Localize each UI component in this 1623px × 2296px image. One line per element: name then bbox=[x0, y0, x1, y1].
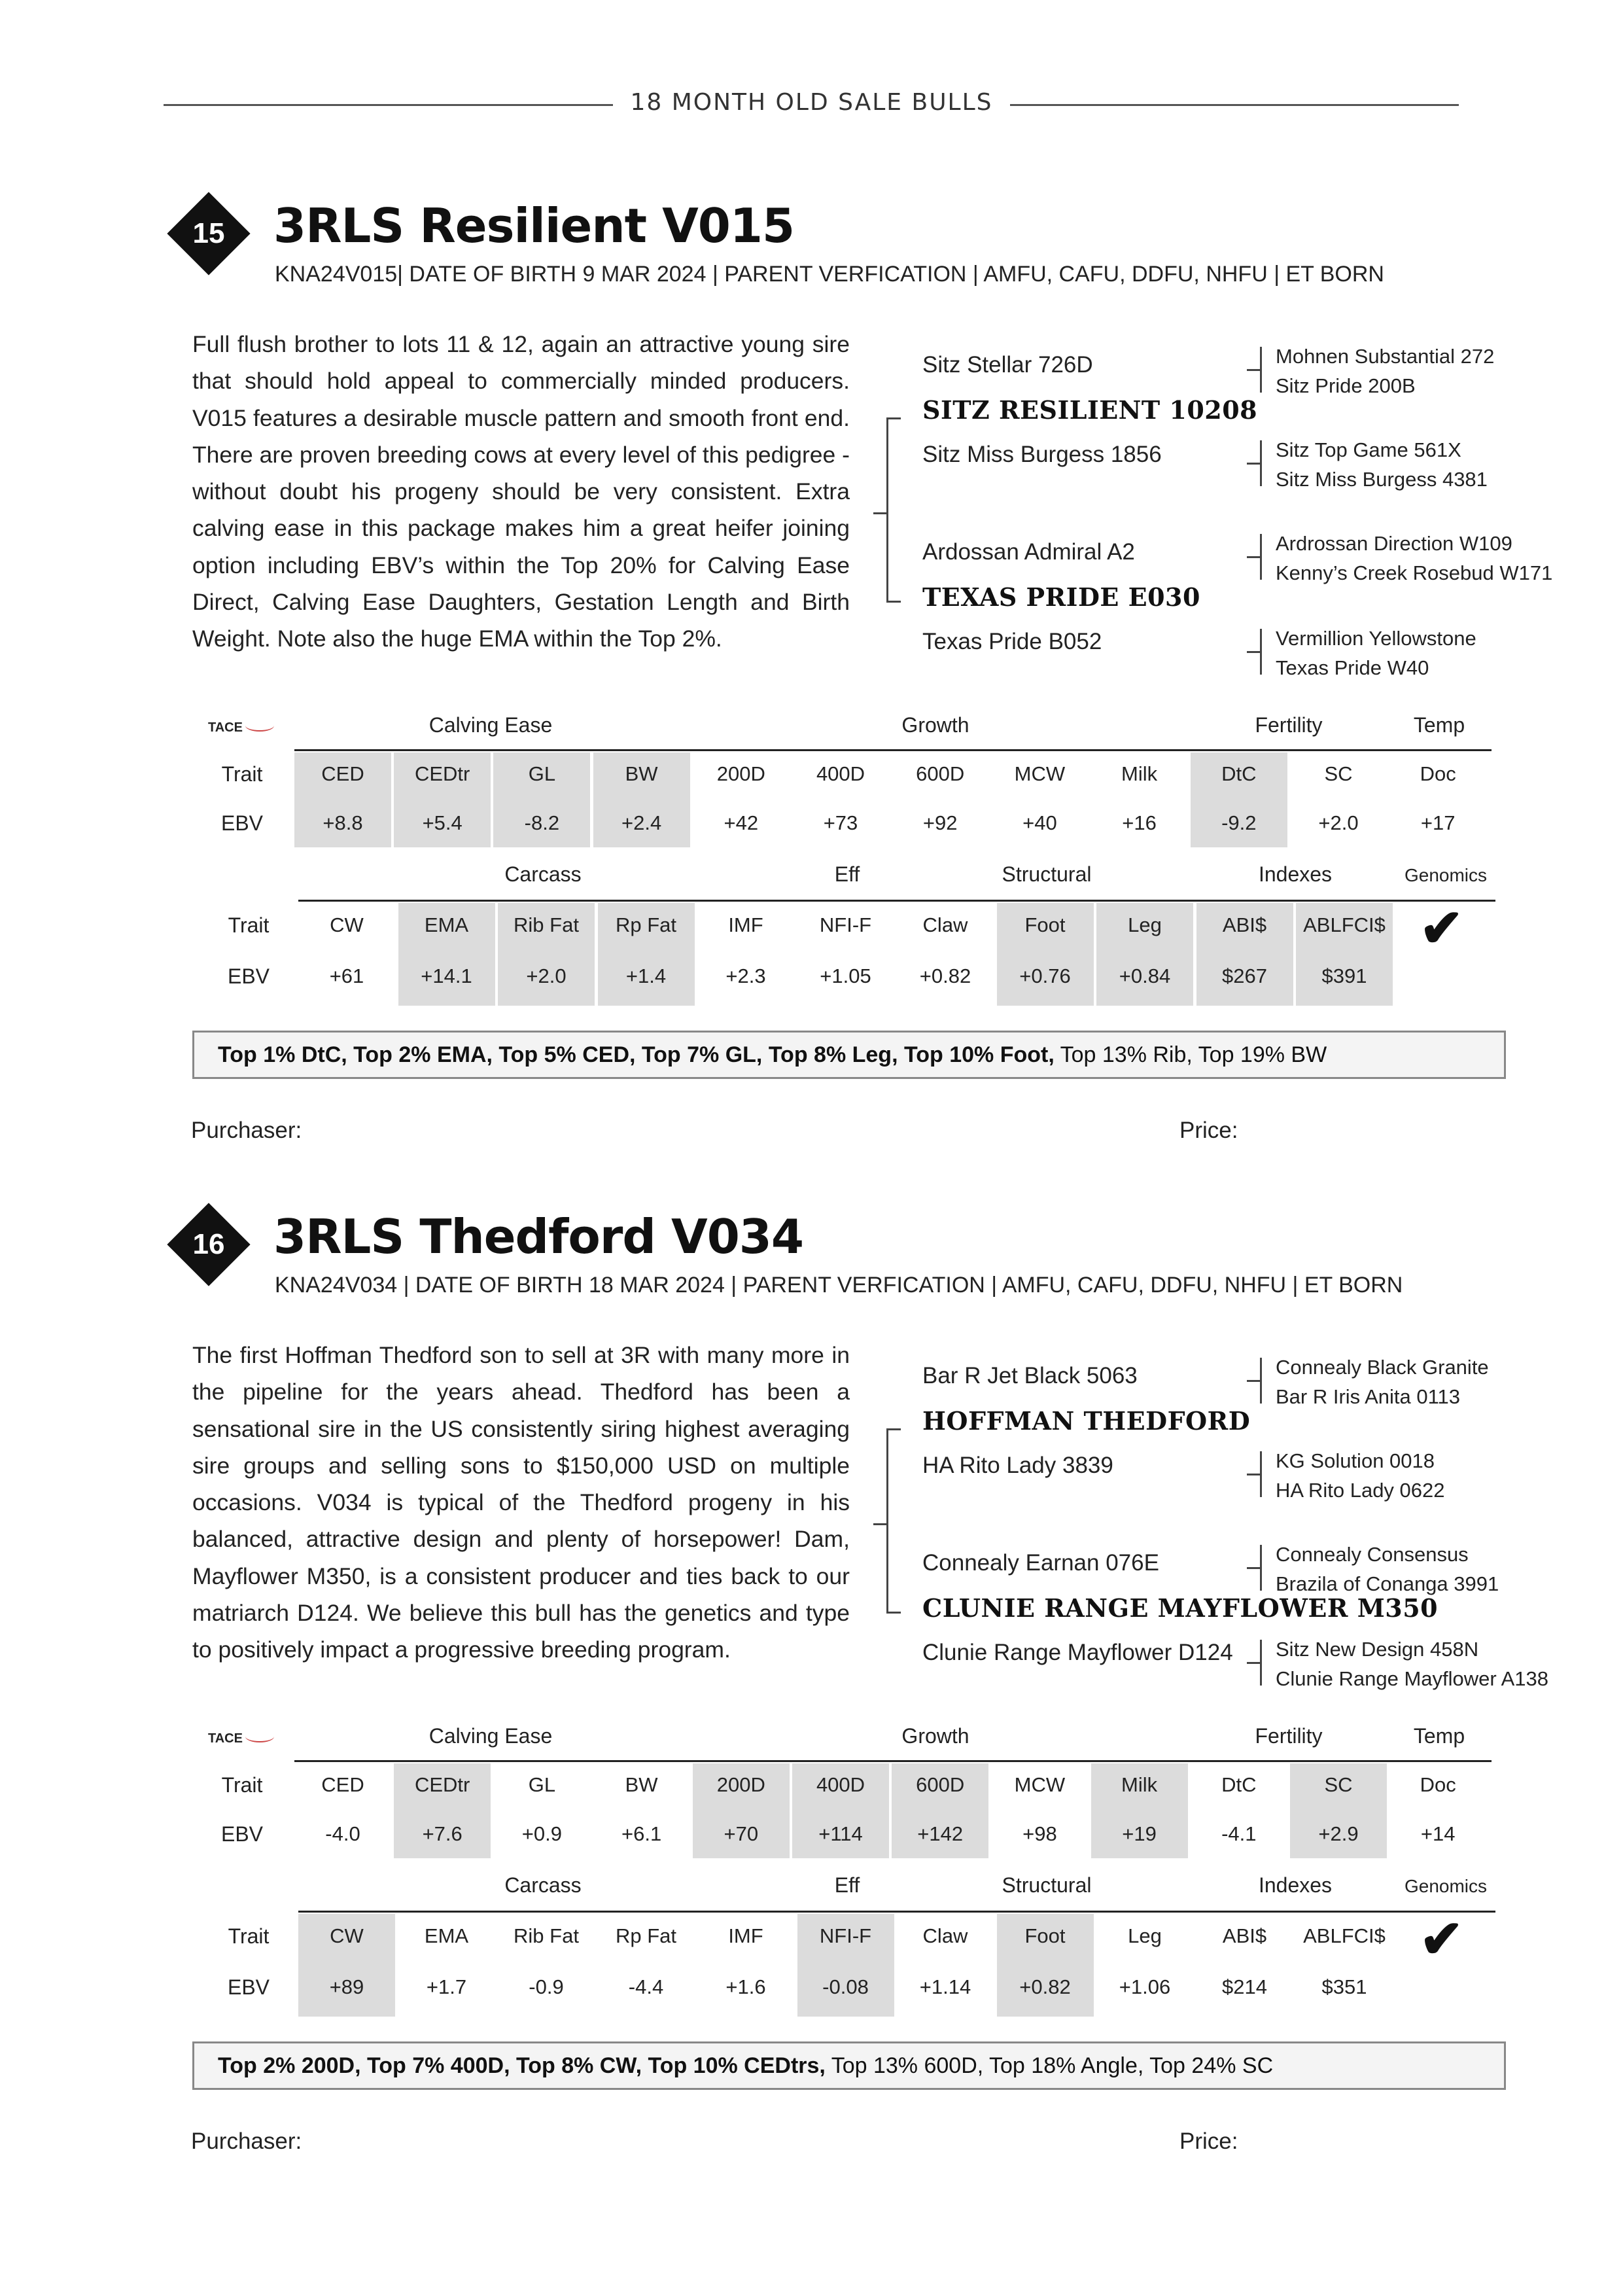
tace-logo-text: TACE bbox=[208, 720, 243, 735]
top-percentile-bold: Top 1% DtC, Top 2% EMA, Top 5% CED, Top 7% GL, Top 8% Leg, Top 10% Foot, bbox=[218, 1042, 1055, 1067]
top-percentile-text bbox=[218, 2053, 1273, 2079]
trait-name: CW bbox=[330, 913, 364, 936]
tace-logo-text: TACE bbox=[208, 1731, 243, 1746]
pedigree-dam-dam: Texas Pride B052 bbox=[922, 629, 1102, 654]
pedigree-grandparent: Sitz New Design 458N bbox=[1276, 1638, 1479, 1661]
ebv-value: -4.4 bbox=[628, 1975, 664, 1998]
trait-name: IMF bbox=[728, 1924, 763, 1947]
trait-name: Milk bbox=[1121, 762, 1158, 785]
pedigree-bracket bbox=[886, 417, 888, 603]
trait-name: CED bbox=[321, 762, 364, 785]
pedigree-grandparent: Clunie Range Mayflower A138 bbox=[1276, 1667, 1549, 1690]
group-fertility: Fertility bbox=[1255, 1724, 1323, 1748]
ebv-value: +7.6 bbox=[422, 1822, 462, 1845]
pedigree-grandparent: Connealy Black Granite bbox=[1276, 1356, 1489, 1379]
trait-name: Leg bbox=[1128, 1924, 1162, 1947]
group-genomics: Genomics bbox=[1404, 1876, 1488, 1896]
bull-name: 3RLS Thedford V034 bbox=[273, 1209, 803, 1264]
bull-description: The first Hoffman Thedford son to sell at 3R with many more in the pipeline for the years ahead. Thedford has been a sensational sire in the US consistently siring highest averaging sire groups and selling sons to $150,000 USD on multiple occasions. V034 is typical of the Thedford progeny in his balanced, attractive design and plenty of horsepower! Dam, Mayflower M350, is a consistent producer and ties back to our matriarch D124. We believe this bull has the genetics and type to positively impact a progressive breeding program. bbox=[192, 1342, 850, 1663]
ebv-value: +61 bbox=[329, 964, 364, 987]
ebv-value: +1.7 bbox=[426, 1975, 467, 1998]
ebv-value: -0.08 bbox=[822, 1975, 869, 1998]
tace-logo-icon bbox=[208, 720, 274, 735]
price-label: Price: bbox=[1179, 2128, 1238, 2154]
ebv-value: +98 bbox=[1022, 1822, 1057, 1845]
group-rule bbox=[298, 1911, 1495, 1913]
trait-name: Claw bbox=[922, 913, 968, 936]
trait-name: Rp Fat bbox=[615, 913, 677, 936]
trait-name: IMF bbox=[728, 913, 763, 936]
group-temp: Temp bbox=[1413, 713, 1465, 737]
trait-label: Trait bbox=[228, 1924, 270, 1948]
purchaser-label: Purchaser: bbox=[191, 1118, 302, 1143]
ebv-label: EBV bbox=[220, 811, 264, 835]
trait-name: ABI$ bbox=[1222, 913, 1267, 936]
ebv-value: +89 bbox=[329, 1975, 364, 1998]
ebv-value: +42 bbox=[724, 811, 759, 834]
bull-details: KNA24V015| DATE OF BIRTH 9 MAR 2024 | PARENT VERFICATION | AMFU, CAFU, DDFU, NHFU | ET BORN bbox=[275, 262, 1384, 287]
ebv-value: +0.82 bbox=[919, 964, 971, 987]
trait-name: NFI-F bbox=[819, 1924, 872, 1947]
ebv-value: $267 bbox=[1222, 964, 1267, 987]
ebv-value: -4.1 bbox=[1221, 1822, 1257, 1845]
pedigree-sire-dam: HA Rito Lady 3839 bbox=[922, 1453, 1113, 1478]
purchaser-label: Purchaser: bbox=[191, 2128, 302, 2154]
trait-name: SC bbox=[1324, 762, 1353, 785]
trait-name: BW bbox=[625, 762, 658, 785]
pedigree-dam-dam: Clunie Range Mayflower D124 bbox=[922, 1640, 1233, 1665]
group-genomics: Genomics bbox=[1404, 865, 1488, 885]
ebv-label: EBV bbox=[220, 1822, 264, 1846]
ebv-value: $214 bbox=[1222, 1975, 1267, 1998]
trait-name: ABLFCI$ bbox=[1303, 913, 1386, 936]
ebv-label: EBV bbox=[227, 964, 270, 988]
trait-name: GL bbox=[528, 1773, 556, 1796]
ebv-value: +0.82 bbox=[1019, 1975, 1071, 1998]
trait-name: Rib Fat bbox=[514, 1924, 579, 1947]
trait-name: NFI-F bbox=[819, 913, 872, 936]
ebv-value: +2.0 bbox=[1318, 811, 1359, 834]
trait-name: MCW bbox=[1014, 762, 1066, 785]
ebv-value: +142 bbox=[917, 1822, 964, 1845]
ebv-value: +2.3 bbox=[725, 964, 766, 987]
group-structural: Structural bbox=[1002, 862, 1092, 886]
ebv-value: +5.4 bbox=[422, 811, 462, 834]
pedigree-bracket bbox=[1247, 556, 1261, 558]
trait-name: ABLFCI$ bbox=[1303, 1924, 1386, 1947]
ebv-value: +70 bbox=[724, 1822, 759, 1845]
pedigree-grandparent: Vermillion Yellowstone bbox=[1276, 627, 1476, 650]
ebv-value: +1.14 bbox=[919, 1975, 971, 1998]
ebv-value: -4.0 bbox=[325, 1822, 360, 1845]
top-percentile-box bbox=[192, 2041, 1506, 2090]
bull-details: KNA24V034 | DATE OF BIRTH 18 MAR 2024 | PARENT VERFICATION | AMFU, CAFU, DDFU, NHFU | ET BORN bbox=[275, 1273, 1403, 1298]
group-carcass: Carcass bbox=[504, 862, 582, 886]
ebv-value: +2.9 bbox=[1318, 1822, 1359, 1845]
ebv-value: +16 bbox=[1122, 811, 1157, 834]
trait-name: SC bbox=[1324, 1773, 1353, 1796]
trait-name: EMA bbox=[424, 1924, 469, 1947]
pedigree-bracket bbox=[886, 417, 901, 419]
trait-label: Trait bbox=[221, 762, 263, 786]
pedigree-dam: CLUNIE RANGE MAYFLOWER M350 bbox=[922, 1593, 1439, 1623]
group-indexes: Indexes bbox=[1258, 1873, 1333, 1897]
group-fertility: Fertility bbox=[1255, 713, 1323, 737]
top-percentile-regular: Top 13% Rib, Top 19% BW bbox=[1054, 1042, 1327, 1067]
tace-logo-icon bbox=[208, 1731, 274, 1746]
pedigree-bracket bbox=[886, 1428, 888, 1614]
trait-name: CW bbox=[330, 1924, 364, 1947]
trait-name: 600D bbox=[916, 1773, 965, 1796]
pedigree-bracket bbox=[1247, 369, 1261, 371]
pedigree-grandparent: Ardrossan Direction W109 bbox=[1276, 532, 1512, 555]
pedigree-bracket bbox=[886, 1428, 901, 1430]
trait-name: Rib Fat bbox=[514, 913, 579, 936]
trait-name: 200D bbox=[716, 1773, 765, 1796]
lot-section bbox=[0, 1011, 1623, 2189]
ebv-value: +2.0 bbox=[526, 964, 567, 987]
ebv-value: +0.9 bbox=[521, 1822, 562, 1845]
pedigree-grandparent: Sitz Top Game 561X bbox=[1276, 438, 1461, 461]
pedigree-grandparent: Bar R Iris Anita 0113 bbox=[1276, 1385, 1461, 1408]
ebv-value: $391 bbox=[1321, 964, 1367, 987]
pedigree-bracket bbox=[1247, 1567, 1261, 1569]
pedigree-dam-sire: Connealy Earnan 076E bbox=[922, 1550, 1159, 1576]
ebv-value: +14 bbox=[1420, 1822, 1456, 1845]
pedigree-grandparent: Mohnen Substantial 272 bbox=[1276, 345, 1495, 368]
pedigree-grandparent: Kenny’s Creek Rosebud W171 bbox=[1276, 561, 1553, 584]
pedigree-dam-sire: Ardossan Admiral A2 bbox=[922, 539, 1135, 565]
ebv-value: +2.4 bbox=[621, 811, 662, 834]
lot-number-badge bbox=[167, 1203, 251, 1286]
trait-name: CED bbox=[321, 1773, 364, 1796]
pedigree-sire: SITZ RESILIENT 10208 bbox=[922, 395, 1258, 425]
trait-name: Milk bbox=[1121, 1773, 1158, 1796]
ebv-label: EBV bbox=[227, 1975, 270, 1999]
pedigree-bracket bbox=[886, 601, 901, 603]
pedigree-bracket bbox=[1247, 1380, 1261, 1382]
ebv-value: -9.2 bbox=[1221, 811, 1257, 834]
pedigree-grandparent: Texas Pride W40 bbox=[1276, 656, 1429, 679]
group-eff: Eff bbox=[834, 862, 860, 886]
bull-name: 3RLS Resilient V015 bbox=[273, 198, 795, 253]
trait-name: 600D bbox=[916, 762, 965, 785]
trait-name: Foot bbox=[1024, 1924, 1066, 1947]
pedigree-sire-sire: Bar R Jet Black 5063 bbox=[922, 1363, 1138, 1388]
trait-name: Doc bbox=[1420, 1773, 1456, 1796]
genomics-checkmark-icon: ✔ bbox=[1420, 899, 1464, 957]
lot-number: 15 bbox=[192, 217, 225, 249]
pedigree-sire: HOFFMAN THEDFORD bbox=[922, 1406, 1251, 1436]
ebv-value: +92 bbox=[922, 811, 958, 834]
lot-number-badge bbox=[167, 192, 251, 275]
trait-name: Doc bbox=[1420, 762, 1456, 785]
ebv-value: $351 bbox=[1321, 1975, 1367, 1998]
pedigree-bracket bbox=[1247, 1662, 1261, 1664]
trait-name: BW bbox=[625, 1773, 658, 1796]
genomics-checkmark-icon: ✔ bbox=[1420, 1910, 1464, 1968]
trait-name: 400D bbox=[816, 1773, 865, 1796]
price-label: Price: bbox=[1179, 1118, 1238, 1143]
trait-name: Foot bbox=[1024, 913, 1066, 936]
ebv-value: +14.1 bbox=[421, 964, 472, 987]
pedigree-bracket bbox=[873, 512, 888, 514]
ebv-value: +0.84 bbox=[1119, 964, 1171, 987]
group-rule bbox=[294, 749, 1492, 751]
pedigree-bracket bbox=[1247, 463, 1261, 465]
top-percentile-bold: Top 2% 200D, Top 7% 400D, Top 8% CW, Top 10% CEDtrs, bbox=[218, 2053, 826, 2078]
ebv-value: +8.8 bbox=[323, 811, 363, 834]
pedigree-sire-sire: Sitz Stellar 726D bbox=[922, 352, 1093, 378]
pedigree-grandparent: HA Rito Lady 0622 bbox=[1276, 1479, 1445, 1502]
bull-description: Full flush brother to lots 11 & 12, again an attractive young sire that should hold appeal to commercially minded producers. V015 features a desirable muscle pattern and smooth front end. There are proven breeding cows at every level of this pedigree - without doubt his progeny should be very consistent. Extra calving ease in this package makes him a great heifer joining option including EBV’s within the Top 20% for Calving Ease Direct, Calving Ease Daughters, Gestation Length and Birth Weight. Note also the huge EMA within the Top 2%. bbox=[192, 331, 850, 652]
trait-name: DtC bbox=[1221, 762, 1257, 785]
trait-name: GL bbox=[528, 762, 556, 785]
trait-name: Rp Fat bbox=[615, 1924, 677, 1947]
trait-name: 400D bbox=[816, 762, 865, 785]
pedigree-bracket bbox=[886, 1612, 901, 1614]
pedigree-bracket bbox=[1247, 1474, 1261, 1475]
tace-logo-swoosh bbox=[245, 720, 274, 732]
ebv-value: +1.4 bbox=[625, 964, 667, 987]
trait-label: Trait bbox=[228, 913, 270, 937]
ebv-value: +19 bbox=[1122, 1822, 1157, 1845]
trait-name: Claw bbox=[922, 1924, 968, 1947]
ebv-value: +40 bbox=[1022, 811, 1057, 834]
ebv-value: +1.05 bbox=[820, 964, 871, 987]
pedigree-sire-dam: Sitz Miss Burgess 1856 bbox=[922, 442, 1162, 467]
pedigree-grandparent: Brazila of Conanga 3991 bbox=[1276, 1572, 1499, 1595]
page-header: 18 MONTH OLD SALE BULLS bbox=[0, 89, 1623, 116]
tace-logo-swoosh bbox=[245, 1731, 274, 1742]
ebv-value: +17 bbox=[1420, 811, 1456, 834]
trait-name: 200D bbox=[716, 762, 765, 785]
trait-name: CEDtr bbox=[414, 762, 470, 785]
pedigree-grandparent: Sitz Miss Burgess 4381 bbox=[1276, 468, 1488, 491]
group-growth: Growth bbox=[901, 1724, 969, 1748]
group-indexes: Indexes bbox=[1258, 862, 1333, 886]
group-rule bbox=[298, 900, 1495, 902]
top-percentile-regular: Top 13% 600D, Top 18% Angle, Top 24% SC bbox=[825, 2053, 1274, 2078]
ebv-value: +0.76 bbox=[1019, 964, 1071, 987]
pedigree-bracket bbox=[1247, 651, 1261, 653]
ebv-value: -8.2 bbox=[524, 811, 560, 834]
group-eff: Eff bbox=[834, 1873, 860, 1897]
pedigree-dam: TEXAS PRIDE E030 bbox=[922, 582, 1200, 612]
group-growth: Growth bbox=[901, 713, 969, 737]
trait-label: Trait bbox=[221, 1773, 263, 1797]
trait-name: Leg bbox=[1128, 913, 1162, 936]
pedigree-grandparent: KG Solution 0018 bbox=[1276, 1449, 1435, 1472]
ebv-value: +114 bbox=[818, 1822, 863, 1845]
pedigree-grandparent: Connealy Consensus bbox=[1276, 1543, 1469, 1566]
group-carcass: Carcass bbox=[504, 1873, 582, 1897]
pedigree-bracket bbox=[873, 1523, 888, 1525]
trait-name: DtC bbox=[1221, 1773, 1257, 1796]
ebv-value: +73 bbox=[823, 811, 858, 834]
trait-name: ABI$ bbox=[1222, 1924, 1267, 1947]
ebv-value: +1.06 bbox=[1119, 1975, 1171, 1998]
group-calving-ease: Calving Ease bbox=[428, 713, 553, 737]
ebv-value: +1.6 bbox=[725, 1975, 766, 1998]
lot-number: 16 bbox=[192, 1228, 225, 1260]
trait-name: MCW bbox=[1014, 1773, 1066, 1796]
group-structural: Structural bbox=[1002, 1873, 1092, 1897]
group-calving-ease: Calving Ease bbox=[428, 1724, 553, 1748]
ebv-value: -0.9 bbox=[529, 1975, 564, 1998]
trait-name: CEDtr bbox=[414, 1773, 470, 1796]
trait-name: EMA bbox=[424, 913, 469, 936]
ebv-value: +6.1 bbox=[621, 1822, 662, 1845]
group-temp: Temp bbox=[1413, 1724, 1465, 1748]
group-rule bbox=[294, 1760, 1492, 1762]
pedigree-grandparent: Sitz Pride 200B bbox=[1276, 374, 1416, 397]
